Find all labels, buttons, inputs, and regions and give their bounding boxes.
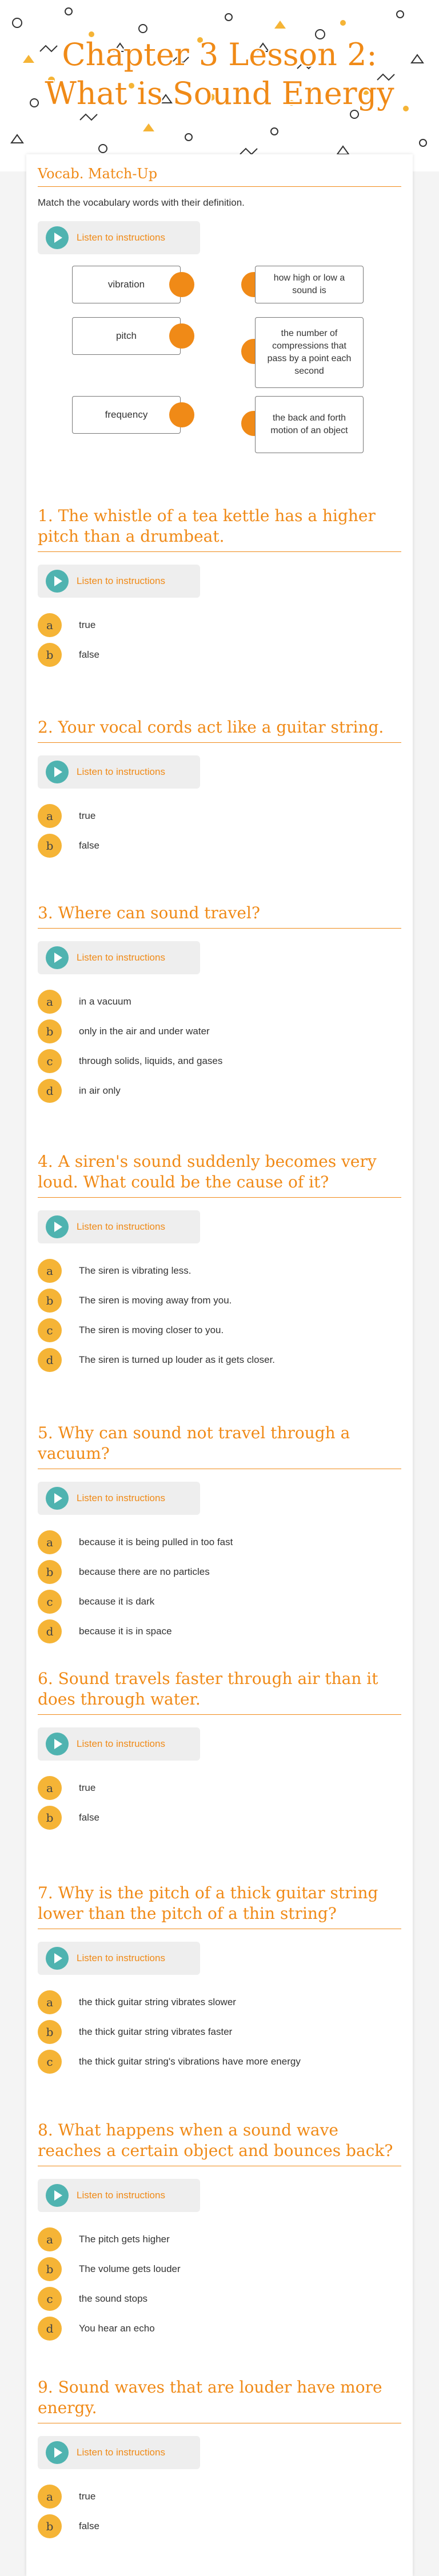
answer-option[interactable] xyxy=(38,987,401,1017)
option-text: true xyxy=(79,810,96,821)
option-text: The volume gets louder xyxy=(79,2263,181,2274)
answer-option[interactable] xyxy=(38,1557,401,1587)
play-icon xyxy=(46,2441,69,2464)
answer-option[interactable] xyxy=(38,610,401,640)
play-icon xyxy=(46,1947,69,1970)
listen-button[interactable] xyxy=(38,755,200,789)
option-letter: b xyxy=(38,834,62,858)
option-text: false xyxy=(79,649,99,660)
option-letter: a xyxy=(38,1259,62,1283)
option-letter: c xyxy=(38,2287,62,2311)
question-8 xyxy=(38,2120,401,2343)
option-letter: d xyxy=(38,2317,62,2341)
option-letter: b xyxy=(38,1289,62,1313)
option-letter: a xyxy=(38,1776,62,1800)
option-text: the thick guitar string vibrates faster xyxy=(79,2026,233,2037)
listen-button[interactable] xyxy=(38,1942,200,1975)
listen-button[interactable] xyxy=(38,565,200,598)
option-text: in a vacuum xyxy=(79,996,131,1007)
listen-label: Listen to instructions xyxy=(77,2447,165,2458)
listen-button[interactable] xyxy=(38,2179,200,2212)
listen-label: Listen to instructions xyxy=(77,575,165,586)
answer-option[interactable] xyxy=(38,2511,401,2541)
option-letter: d xyxy=(38,1079,62,1103)
header-banner xyxy=(0,0,439,171)
option-text: You hear an echo xyxy=(79,2323,155,2334)
match-connector-dot[interactable] xyxy=(169,402,194,427)
question-title: 2. Your vocal cords act like a guitar string. xyxy=(38,717,401,743)
question-title: 3. Where can sound travel? xyxy=(38,903,401,929)
match-term[interactable]: frequency xyxy=(72,396,181,434)
option-text: false xyxy=(79,840,99,851)
match-area xyxy=(38,266,401,454)
option-letter: a xyxy=(38,613,62,637)
option-letter: b xyxy=(38,2257,62,2281)
question-2 xyxy=(38,717,401,861)
play-icon xyxy=(46,2184,69,2207)
answer-option[interactable] xyxy=(38,1773,401,1803)
option-letter: b xyxy=(38,2020,62,2044)
option-text: because it is being pulled in too fast xyxy=(79,1537,233,1547)
option-text: through solids, liquids, and gases xyxy=(79,1055,223,1066)
match-connector-dot[interactable] xyxy=(169,323,194,349)
answer-option[interactable] xyxy=(38,1286,401,1315)
answer-option[interactable] xyxy=(38,1987,401,2017)
answer-option[interactable] xyxy=(38,1527,401,1557)
option-text: The siren is turned up louder as it gets closer. xyxy=(79,1354,276,1365)
play-icon xyxy=(46,1733,69,1755)
question-5 xyxy=(38,1423,401,1646)
option-text: The siren is moving away from you. xyxy=(79,1295,232,1306)
listen-label: Listen to instructions xyxy=(77,1953,165,1963)
listen-label: Listen to instructions xyxy=(77,952,165,963)
vocab-title: Vocab. Match-Up xyxy=(38,165,401,187)
option-text: true xyxy=(79,619,96,630)
listen-button[interactable] xyxy=(38,1727,200,1761)
option-letter: c xyxy=(38,1590,62,1614)
vocab-section xyxy=(38,165,401,454)
option-letter: a xyxy=(38,990,62,1014)
listen-label: Listen to instructions xyxy=(77,766,165,777)
worksheet-sheet xyxy=(26,154,413,2576)
listen-label: Listen to instructions xyxy=(77,1493,165,1503)
question-7 xyxy=(38,1883,401,2077)
match-term[interactable]: vibration xyxy=(72,266,181,303)
option-text: the thick guitar string's vibrations have more energy xyxy=(79,2056,301,2067)
option-letter: b xyxy=(38,2514,62,2538)
answer-option[interactable] xyxy=(38,1345,401,1375)
listen-label: Listen to instructions xyxy=(77,1738,165,1749)
option-letter: a xyxy=(38,804,62,828)
match-term[interactable]: pitch xyxy=(72,317,181,355)
option-text: the thick guitar string vibrates slower xyxy=(79,1997,236,2007)
listen-button[interactable] xyxy=(38,1482,200,1515)
option-text: because it is dark xyxy=(79,1596,155,1607)
match-definition[interactable]: the number of compressions that pass by a point each second xyxy=(255,317,364,388)
play-icon xyxy=(46,761,69,783)
vocab-instructions: Match the vocabulary words with their definition. xyxy=(38,197,245,208)
option-text: false xyxy=(79,2521,99,2531)
option-text: The pitch gets higher xyxy=(79,2234,170,2245)
listen-label: Listen to instructions xyxy=(77,1221,165,1232)
answer-option[interactable] xyxy=(38,2047,401,2077)
question-title: 5. Why can sound not travel through a vacuum? xyxy=(38,1423,401,1469)
answer-option[interactable] xyxy=(38,1587,401,1617)
option-text: true xyxy=(79,1782,96,1793)
option-text: because there are no particles xyxy=(79,1566,210,1577)
option-letter: c xyxy=(38,1318,62,1342)
answer-option[interactable] xyxy=(38,2225,401,2254)
listen-button[interactable] xyxy=(38,941,200,974)
answer-option[interactable] xyxy=(38,1076,401,1106)
play-icon xyxy=(46,570,69,593)
answer-option[interactable] xyxy=(38,1256,401,1286)
question-6 xyxy=(38,1669,401,1833)
match-connector-dot[interactable] xyxy=(169,272,194,297)
play-icon xyxy=(46,1487,69,1510)
option-text: The siren is vibrating less. xyxy=(79,1265,191,1276)
option-letter: d xyxy=(38,1619,62,1643)
option-letter: b xyxy=(38,643,62,667)
option-letter: b xyxy=(38,1019,62,1043)
option-text: true xyxy=(79,2491,96,2502)
question-3 xyxy=(38,903,401,1106)
question-title: 9. Sound waves that are louder have more energy. xyxy=(38,2377,401,2423)
question-1 xyxy=(38,506,401,670)
play-icon xyxy=(46,946,69,969)
option-text: the sound stops xyxy=(79,2293,148,2304)
answer-option[interactable] xyxy=(38,1315,401,1345)
option-letter: a xyxy=(38,2227,62,2251)
option-letter: b xyxy=(38,1806,62,1830)
answer-option[interactable] xyxy=(38,1017,401,1046)
listen-button[interactable] xyxy=(38,221,200,254)
option-text: in air only xyxy=(79,1085,121,1096)
answer-option[interactable] xyxy=(38,1803,401,1833)
play-icon xyxy=(46,1215,69,1238)
answer-option[interactable] xyxy=(38,801,401,831)
question-9 xyxy=(38,2377,401,2541)
answer-option[interactable] xyxy=(38,1046,401,1076)
question-title: 7. Why is the pitch of a thick guitar string lower than the pitch of a thin string? xyxy=(38,1883,401,1929)
listen-button[interactable] xyxy=(38,1210,200,1243)
option-letter: a xyxy=(38,1530,62,1554)
option-text: The siren is moving closer to you. xyxy=(79,1325,224,1335)
answer-option[interactable] xyxy=(38,2314,401,2343)
option-letter: a xyxy=(38,2485,62,2509)
listen-button[interactable] xyxy=(38,2436,200,2469)
question-title: 4. A siren's sound suddenly becomes very loud. What could be the cause of it? xyxy=(38,1151,401,1198)
match-definition[interactable]: the back and forth motion of an object xyxy=(255,396,364,453)
answer-option[interactable] xyxy=(38,831,401,861)
answer-option[interactable] xyxy=(38,2482,401,2511)
answer-option[interactable] xyxy=(38,2254,401,2284)
option-letter: a xyxy=(38,1990,62,2014)
option-letter: c xyxy=(38,2050,62,2074)
option-text: because it is in space xyxy=(79,1626,172,1637)
option-letter: b xyxy=(38,1560,62,1584)
option-letter: c xyxy=(38,1049,62,1073)
option-text: only in the air and under water xyxy=(79,1026,210,1037)
option-letter: d xyxy=(38,1348,62,1372)
answer-option[interactable] xyxy=(38,2284,401,2314)
listen-label: Listen to instructions xyxy=(77,232,165,243)
page-title: Chapter 3 Lesson 2: What is Sound Energy xyxy=(45,37,394,111)
question-4 xyxy=(38,1151,401,1375)
answer-option[interactable] xyxy=(38,2017,401,2047)
answer-option[interactable] xyxy=(38,1617,401,1646)
question-title: 8. What happens when a sound wave reaches a certain object and bounces back? xyxy=(38,2120,401,2166)
play-icon xyxy=(46,226,69,249)
match-definition[interactable]: how high or low a sound is xyxy=(255,266,364,303)
question-title: 6. Sound travels faster through air than it does through water. xyxy=(38,1669,401,1715)
question-title: 1. The whistle of a tea kettle has a higher pitch than a drumbeat. xyxy=(38,506,401,552)
listen-label: Listen to instructions xyxy=(77,2190,165,2201)
option-text: false xyxy=(79,1812,99,1823)
answer-option[interactable] xyxy=(38,640,401,670)
